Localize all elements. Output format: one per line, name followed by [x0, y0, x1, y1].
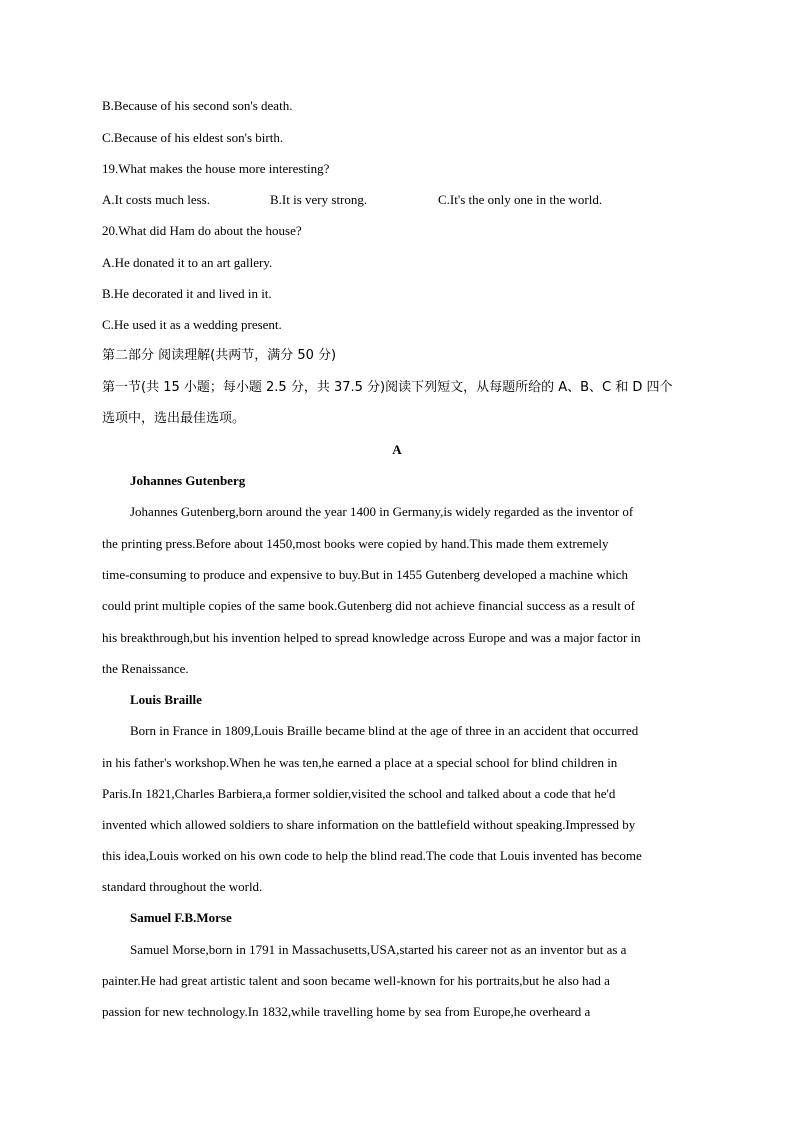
gutenberg-line: time-consuming to produce and expensive to buy.But in 1455 Gutenberg developed a machine which [102, 567, 629, 582]
q20-option-c: C.He used it as a wedding present. [102, 317, 282, 332]
morse-line: painter.He had great artistic talent and soon became well-known for his portraits,but he also had a [102, 973, 610, 988]
braille-line: standard throughout the world. [102, 879, 263, 894]
q20-option-a: A.He donated it to an art gallery. [102, 255, 273, 270]
q20-option-b: B.He decorated it and lived in it. [102, 286, 272, 301]
gutenberg-line: could print multiple copies of the same book.Gutenberg did not achieve financial success as a result of [102, 598, 635, 613]
heading-braille: Louis Braille [130, 692, 202, 707]
braille-line: invented which allowed soldiers to share information on the battlefield without speaking.Impressed by [102, 817, 636, 832]
q19-option-c: C.It's the only one in the world. [438, 192, 603, 207]
part-title: 第二部分 阅读理解(共两节，满分 50 分) [102, 348, 337, 363]
q18-option-c: C.Because of his eldest son's birth. [102, 130, 284, 145]
q19-question: 19.What makes the house more interesting? [102, 161, 330, 176]
braille-line: Born in France in 1809,Louis Braille became blind at the age of three in an accident that occurred [130, 723, 639, 738]
braille-line: Paris.In 1821,Charles Barbiera,a former soldier,visited the school and talked about a code that he'd [102, 786, 616, 801]
q19-option-b: B.It is very strong. [270, 192, 368, 207]
gutenberg-line: his breakthrough,but his invention helped to spread knowledge across Europe and was a major factor in [102, 630, 641, 645]
q19-option-a: A.It costs much less. [102, 192, 210, 207]
braille-line: this idea,Louis worked on his own code to help the blind read.The code that Louis invented has become [102, 848, 642, 863]
passage-label: A [392, 442, 402, 457]
braille-line: in his father's workshop.When he was ten,he earned a place at a special school for blind children in [102, 755, 618, 770]
q18-option-b: B.Because of his second son's death. [102, 98, 293, 113]
q20-question: 20.What did Ham do about the house? [102, 223, 302, 238]
section-instruction-line1: 第一节(共 15 小题；每小题 2.5 分，共 37.5 分)阅读下列短文，从每题所给的 A、B、C 和 D 四个 [102, 380, 673, 395]
gutenberg-line: the Renaissance. [102, 661, 189, 676]
section-instruction-line2: 选项中，选出最佳选项。 [102, 411, 246, 426]
gutenberg-line: Johannes Gutenberg,born around the year 1400 in Germany,is widely regarded as the inventor of [130, 504, 634, 519]
morse-line: passion for new technology.In 1832,while travelling home by sea from Europe,he overheard a [102, 1004, 591, 1019]
morse-line: Samuel Morse,born in 1791 in Massachusetts,USA,started his career not as an inventor but as a [130, 942, 627, 957]
heading-morse: Samuel F.B.Morse [130, 910, 232, 925]
heading-gutenberg: Johannes Gutenberg [130, 473, 246, 488]
gutenberg-line: the printing press.Before about 1450,most books were copied by hand.This made them extremely [102, 536, 609, 551]
